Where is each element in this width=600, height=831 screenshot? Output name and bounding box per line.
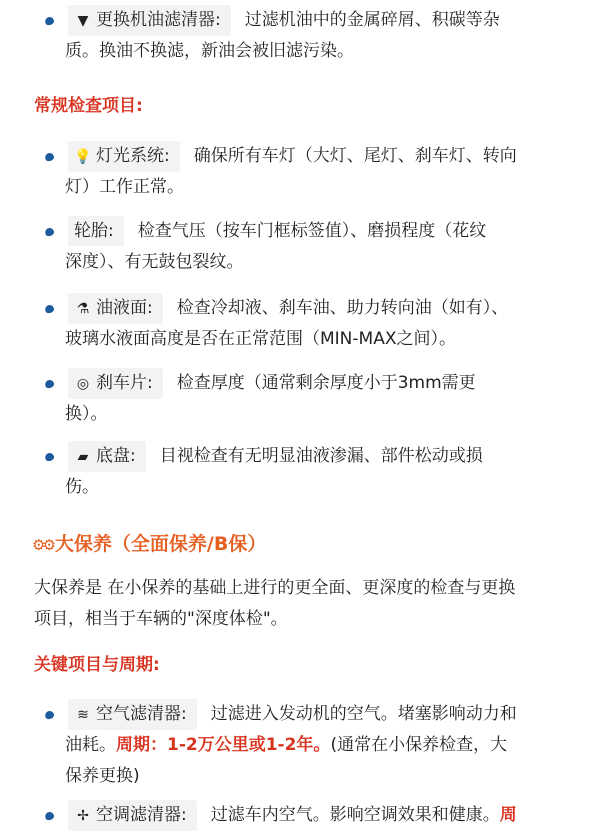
gears-icon: ⚙⚙ [32,536,53,554]
airflow-icon: ≋ [77,707,89,723]
bullet-icon [44,16,55,27]
section-title-routine: 常规检查项目: [34,96,143,116]
article-page: ▼ 更换机油滤清器: 过滤机油中的金属碎屑、积碳等杂 质。换油不换滤，新油会被旧滤污染。 常规检查项目: 💡 灯光系统: 确保所有车灯（大灯、尾灯、刹车灯、转向 灯）工作正常。 轮胎: 检查气压（按车门框标签值）、磨损程度（花纹 深度）、有无鼓包裂纹。 ⚗ 油液面: 检查冷却液、刹车油、助力转向油（如有）、 玻璃水液面高度是否在正常范围（MIN-MAX之间）。 ◎ 刹车片: 检查厚度（通常剩余厚度小于3mm需更 换）。 ▰ 底盘: 目视检查有无明显油液渗漏、部件松动或损 伤。 ⚙⚙ 大保养（全面保养/B保） 大保养是 在小保养的基础上进行的更全面、更深度的检查与更换 项目，相当于车辆的"深度体检"。 关键项目与周期: ≋ 空气滤清器: 过滤进入发动机的空气。堵塞影响动力和 油耗。周期：1-2万公里或1-2年。(通常在小保养检查，大 保养更换) ✢ 空调滤清器: 过滤车内空气。影响空调效果和健康。周 [0,0,600,828]
bullet-icon [44,152,55,163]
fan-icon: ✢ [77,808,89,824]
item-label-chip: ≋ 空气滤清器: [68,699,197,730]
item-desc: 过滤机油中的金属碎屑、积碳等杂 [244,10,500,30]
section-title-key-items: 关键项目与周期: [34,655,160,675]
item-label-chip: ✢ 空调滤清器: [68,800,197,831]
bullet-icon [44,379,55,390]
item-label-chip: 💡 灯光系统: [68,141,180,172]
item-label-chip: ▼ 更换机油滤清器: [68,5,231,36]
bullet-icon [44,227,55,238]
item-label-chip: ◎ 刹车片: [68,368,163,399]
bullet-icon [44,452,55,463]
section-title-major-service: ⚙⚙ 大保养（全面保养/B保） [32,533,267,555]
lightbulb-icon: 💡 [74,149,92,165]
item-desc-cont: 质。换油不换滤，新油会被旧滤污染。 [65,41,354,61]
item-label-chip: ▰ 底盘: [68,441,146,472]
filter-icon: ▼ [77,13,89,29]
bullet-icon [44,811,55,822]
item-label-chip: 轮胎: [68,216,124,246]
major-service-description: 大保养是 在小保养的基础上进行的更全面、更深度的检查与更换 项目，相当于车辆的"深度体检"。 [34,578,516,629]
bullet-icon [44,710,55,721]
bullet-icon [44,304,55,315]
car-icon: ▰ [77,449,89,465]
cycle-highlight: 周期：1-2万公里或1-2年。 [116,735,331,755]
flask-icon: ⚗ [76,301,90,317]
item-label-chip: ⚗ 油液面: [68,293,163,324]
gauge-icon: ◎ [76,376,90,392]
